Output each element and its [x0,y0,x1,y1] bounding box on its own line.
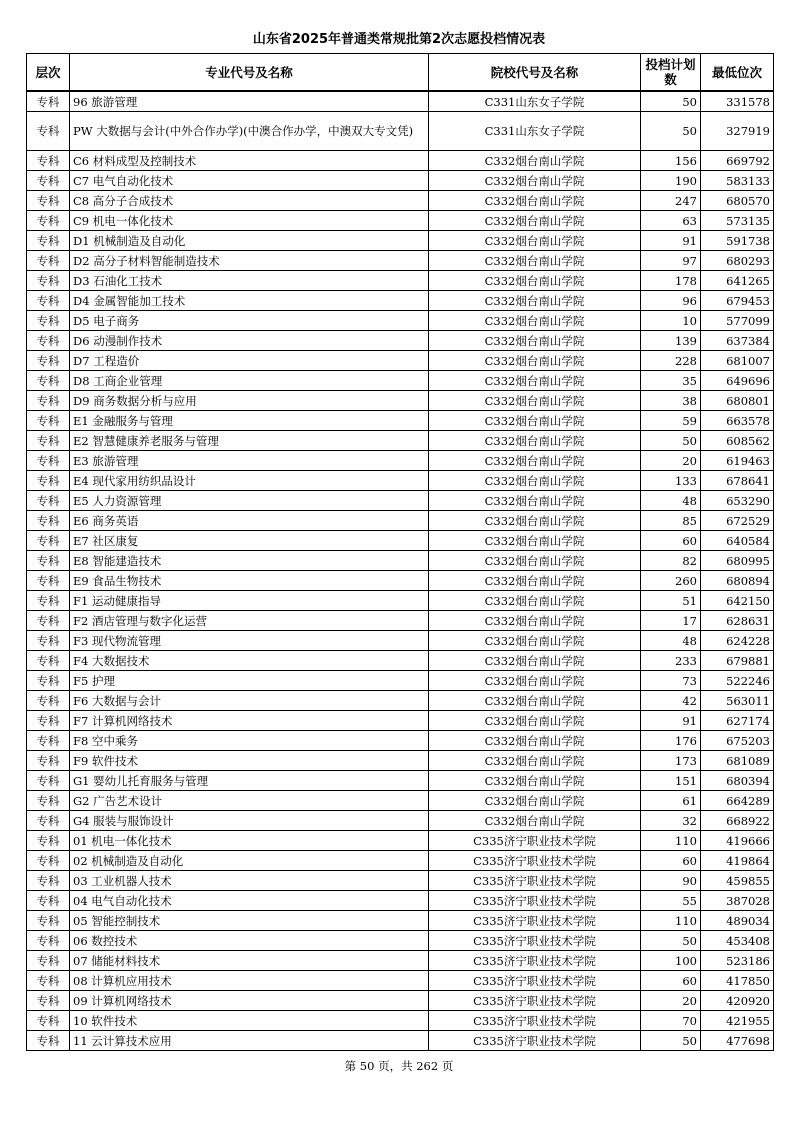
table-row [27,531,774,551]
level-cell: 专科 [27,551,70,571]
min-rank-cell: 675203 [701,731,774,751]
min-rank-cell: 624228 [701,631,774,651]
level-cell: 专科 [27,91,70,112]
level-cell: 专科 [27,191,70,211]
min-rank-cell: 681007 [701,351,774,371]
min-rank-cell: 387028 [701,891,774,911]
school-cell: C332烟台南山学院 [429,591,641,611]
min-rank-cell: 573135 [701,211,774,231]
plan-count-cell: 110 [641,911,701,931]
plan-count-cell: 61 [641,791,701,811]
level-cell: 专科 [27,231,70,251]
school-cell: C332烟台南山学院 [429,671,641,691]
table-row [27,231,774,251]
plan-count-cell: 190 [641,171,701,191]
plan-count-cell: 50 [641,1031,701,1051]
level-cell: 专科 [27,371,70,391]
page-footer: 第 50 页，共 262 页 [344,1059,454,1073]
table-row [27,471,774,491]
level-cell: 专科 [27,671,70,691]
major-cell: 08 计算机应用技术 [70,971,429,991]
school-cell: C335济宁职业技术学院 [429,851,641,871]
table-row [27,591,774,611]
plan-count-cell: 97 [641,251,701,271]
school-cell: C332烟台南山学院 [429,491,641,511]
major-cell: 10 软件技术 [70,1011,429,1031]
school-cell: C332烟台南山学院 [429,311,641,331]
level-cell: 专科 [27,771,70,791]
min-rank-cell: 331578 [701,91,774,112]
school-cell: C335济宁职业技术学院 [429,831,641,851]
min-rank-cell: 653290 [701,491,774,511]
level-cell: 专科 [27,1031,70,1051]
school-cell: C332烟台南山学院 [429,551,641,571]
table-row [27,671,774,691]
plan-count-cell: 96 [641,291,701,311]
level-cell: 专科 [27,271,70,291]
school-cell: C332烟台南山学院 [429,391,641,411]
min-rank-cell: 563011 [701,691,774,711]
major-cell: F2 酒店管理与数字化运营 [70,611,429,631]
level-cell: 专科 [27,531,70,551]
min-rank-cell: 419666 [701,831,774,851]
school-cell: C332烟台南山学院 [429,231,641,251]
major-cell: D9 商务数据分析与应用 [70,391,429,411]
plan-count-cell: 48 [641,491,701,511]
plan-count-cell: 17 [641,611,701,631]
school-cell: C335济宁职业技术学院 [429,891,641,911]
major-cell: D5 电子商务 [70,311,429,331]
school-cell: C332烟台南山学院 [429,471,641,491]
header-school: 院校代号及名称 [429,54,641,92]
major-cell: 02 机械制造及自动化 [70,851,429,871]
school-cell: C332烟台南山学院 [429,611,641,631]
plan-count-cell: 178 [641,271,701,291]
level-cell: 专科 [27,811,70,831]
school-cell: C332烟台南山学院 [429,811,641,831]
level-cell: 专科 [27,511,70,531]
major-cell: E3 旅游管理 [70,451,429,471]
min-rank-cell: 680894 [701,571,774,591]
level-cell: 专科 [27,451,70,471]
school-cell: C332烟台南山学院 [429,431,641,451]
major-cell: F9 软件技术 [70,751,429,771]
major-cell: E4 现代家用纺织品设计 [70,471,429,491]
plan-count-cell: 82 [641,551,701,571]
min-rank-cell: 419864 [701,851,774,871]
school-cell: C335济宁职业技术学院 [429,871,641,891]
min-rank-cell: 522246 [701,671,774,691]
level-cell: 专科 [27,211,70,231]
min-rank-cell: 664289 [701,791,774,811]
min-rank-cell: 649696 [701,371,774,391]
major-cell: D4 金属智能加工技术 [70,291,429,311]
min-rank-cell: 577099 [701,311,774,331]
min-rank-cell: 591738 [701,231,774,251]
major-cell: F4 大数据技术 [70,651,429,671]
level-cell: 专科 [27,411,70,431]
header-plan-count: 投档计划数 [641,54,701,92]
level-cell: 专科 [27,571,70,591]
plan-count-cell: 51 [641,591,701,611]
plan-count-cell: 70 [641,1011,701,1031]
level-cell: 专科 [27,491,70,511]
major-cell: 01 机电一体化技术 [70,831,429,851]
min-rank-cell: 619463 [701,451,774,471]
school-cell: C332烟台南山学院 [429,691,641,711]
level-cell: 专科 [27,431,70,451]
table-row [27,731,774,751]
major-cell: 11 云计算技术应用 [70,1031,429,1051]
school-cell: C332烟台南山学院 [429,511,641,531]
plan-count-cell: 20 [641,451,701,471]
table-row [27,351,774,371]
min-rank-cell: 489034 [701,911,774,931]
admission-table [26,53,774,1051]
table-row [27,511,774,531]
school-cell: C332烟台南山学院 [429,291,641,311]
min-rank-cell: 680293 [701,251,774,271]
plan-count-cell: 173 [641,751,701,771]
min-rank-cell: 679881 [701,651,774,671]
level-cell: 专科 [27,751,70,771]
level-cell: 专科 [27,291,70,311]
major-cell: D8 工商企业管理 [70,371,429,391]
major-cell: 04 电气自动化技术 [70,891,429,911]
table-row [27,491,774,511]
school-cell: C332烟台南山学院 [429,571,641,591]
min-rank-cell: 417850 [701,971,774,991]
min-rank-cell: 627174 [701,711,774,731]
major-cell: E9 食品生物技术 [70,571,429,591]
school-cell: C332烟台南山学院 [429,631,641,651]
table-row [27,651,774,671]
level-cell: 专科 [27,591,70,611]
table-row [27,871,774,891]
table-row [27,311,774,331]
school-cell: C332烟台南山学院 [429,651,641,671]
table-row [27,271,774,291]
major-cell: D7 工程造价 [70,351,429,371]
school-cell: C332烟台南山学院 [429,411,641,431]
major-cell: E7 社区康复 [70,531,429,551]
school-cell: C332烟台南山学院 [429,711,641,731]
major-cell: 05 智能控制技术 [70,911,429,931]
major-cell: D6 动漫制作技术 [70,331,429,351]
plan-count-cell: 233 [641,651,701,671]
major-cell: E6 商务英语 [70,511,429,531]
min-rank-cell: 477698 [701,1031,774,1051]
plan-count-cell: 90 [641,871,701,891]
table-row [27,411,774,431]
table-row [27,751,774,771]
plan-count-cell: 48 [641,631,701,651]
header-level: 层次 [27,54,70,92]
min-rank-cell: 642150 [701,591,774,611]
level-cell: 专科 [27,171,70,191]
plan-count-cell: 91 [641,231,701,251]
plan-count-cell: 60 [641,971,701,991]
plan-count-cell: 151 [641,771,701,791]
min-rank-cell: 420920 [701,991,774,1011]
min-rank-cell: 628631 [701,611,774,631]
plan-count-cell: 35 [641,371,701,391]
min-rank-cell: 680570 [701,191,774,211]
level-cell: 专科 [27,711,70,731]
plan-count-cell: 50 [641,112,701,151]
plan-count-cell: 60 [641,851,701,871]
table-row [27,711,774,731]
major-cell: 96 旅游管理 [70,91,429,112]
level-cell: 专科 [27,331,70,351]
school-cell: C332烟台南山学院 [429,531,641,551]
plan-count-cell: 59 [641,411,701,431]
school-cell: C335济宁职业技术学院 [429,1011,641,1031]
table-row [27,611,774,631]
level-cell: 专科 [27,611,70,631]
table-row [27,371,774,391]
plan-count-cell: 133 [641,471,701,491]
major-cell: F5 护理 [70,671,429,691]
school-cell: C332烟台南山学院 [429,451,641,471]
major-cell: F6 大数据与会计 [70,691,429,711]
level-cell: 专科 [27,791,70,811]
min-rank-cell: 459855 [701,871,774,891]
major-cell: C8 高分子合成技术 [70,191,429,211]
major-cell: F7 计算机网络技术 [70,711,429,731]
min-rank-cell: 637384 [701,331,774,351]
plan-count-cell: 73 [641,671,701,691]
school-cell: C332烟台南山学院 [429,251,641,271]
min-rank-cell: 668922 [701,811,774,831]
school-cell: C332烟台南山学院 [429,271,641,291]
major-cell: C7 电气自动化技术 [70,171,429,191]
plan-count-cell: 32 [641,811,701,831]
plan-count-cell: 50 [641,931,701,951]
plan-count-cell: 42 [641,691,701,711]
table-row [27,991,774,1011]
plan-count-cell: 91 [641,711,701,731]
table-row [27,811,774,831]
plan-count-cell: 60 [641,531,701,551]
min-rank-cell: 583133 [701,171,774,191]
plan-count-cell: 247 [641,191,701,211]
min-rank-cell: 680394 [701,771,774,791]
table-row [27,891,774,911]
plan-count-cell: 38 [641,391,701,411]
major-cell: D3 石油化工技术 [70,271,429,291]
plan-count-cell: 50 [641,431,701,451]
major-cell: F1 运动健康指导 [70,591,429,611]
table-row [27,631,774,651]
major-cell: G1 婴幼儿托育服务与管理 [70,771,429,791]
table-row [27,391,774,411]
min-rank-cell: 669792 [701,151,774,171]
min-rank-cell: 679453 [701,291,774,311]
table-row [27,571,774,591]
school-cell: C335济宁职业技术学院 [429,911,641,931]
level-cell: 专科 [27,631,70,651]
major-cell: D1 机械制造及自动化 [70,231,429,251]
header-major: 专业代号及名称 [70,54,429,92]
major-cell: C6 材料成型及控制技术 [70,151,429,171]
plan-count-cell: 176 [641,731,701,751]
level-cell: 专科 [27,351,70,371]
plan-count-cell: 10 [641,311,701,331]
level-cell: 专科 [27,851,70,871]
plan-count-cell: 110 [641,831,701,851]
table-row [27,211,774,231]
major-cell: E1 金融服务与管理 [70,411,429,431]
level-cell: 专科 [27,891,70,911]
table-row [27,911,774,931]
plan-count-cell: 139 [641,331,701,351]
school-cell: C335济宁职业技术学院 [429,1031,641,1051]
table-row [27,791,774,811]
major-cell: G2 广告艺术设计 [70,791,429,811]
plan-count-cell: 228 [641,351,701,371]
level-cell: 专科 [27,831,70,851]
level-cell: 专科 [27,651,70,671]
table-row [27,191,774,211]
major-cell: C9 机电一体化技术 [70,211,429,231]
major-cell: E5 人力资源管理 [70,491,429,511]
plan-count-cell: 100 [641,951,701,971]
major-cell: 06 数控技术 [70,931,429,951]
table-row [27,291,774,311]
table-row [27,151,774,171]
level-cell: 专科 [27,911,70,931]
school-cell: C332烟台南山学院 [429,731,641,751]
table-row [27,331,774,351]
school-cell: C331山东女子学院 [429,91,641,112]
min-rank-cell: 421955 [701,1011,774,1031]
table-header-row [27,54,774,92]
table-row [27,951,774,971]
school-cell: C335济宁职业技术学院 [429,971,641,991]
table-row [27,831,774,851]
level-cell: 专科 [27,251,70,271]
major-cell: F3 现代物流管理 [70,631,429,651]
school-cell: C332烟台南山学院 [429,371,641,391]
plan-count-cell: 50 [641,91,701,112]
table-row [27,251,774,271]
table-row [27,851,774,871]
level-cell: 专科 [27,391,70,411]
major-cell: E2 智慧健康养老服务与管理 [70,431,429,451]
school-cell: C332烟台南山学院 [429,191,641,211]
table-row [27,971,774,991]
min-rank-cell: 680801 [701,391,774,411]
min-rank-cell: 672529 [701,511,774,531]
table-row [27,551,774,571]
table-row [27,771,774,791]
school-cell: C335济宁职业技术学院 [429,991,641,1011]
school-cell: C335济宁职业技术学院 [429,931,641,951]
school-cell: C332烟台南山学院 [429,771,641,791]
min-rank-cell: 680995 [701,551,774,571]
min-rank-cell: 453408 [701,931,774,951]
level-cell: 专科 [27,991,70,1011]
level-cell: 专科 [27,112,70,151]
level-cell: 专科 [27,311,70,331]
min-rank-cell: 608562 [701,431,774,451]
level-cell: 专科 [27,931,70,951]
level-cell: 专科 [27,471,70,491]
table-row [27,171,774,191]
school-cell: C335济宁职业技术学院 [429,951,641,971]
major-cell: F8 空中乘务 [70,731,429,751]
level-cell: 专科 [27,951,70,971]
plan-count-cell: 20 [641,991,701,1011]
table-row [27,1031,774,1051]
plan-count-cell: 55 [641,891,701,911]
level-cell: 专科 [27,731,70,751]
school-cell: C332烟台南山学院 [429,331,641,351]
table-body [27,91,774,1051]
school-cell: C332烟台南山学院 [429,791,641,811]
header-min-rank: 最低位次 [701,54,774,92]
major-cell: PW 大数据与会计(中外合作办学)(中澳合作办学，中澳双大专文凭) [70,112,429,151]
table-row [27,1011,774,1031]
table-row [27,112,774,151]
min-rank-cell: 681089 [701,751,774,771]
plan-count-cell: 260 [641,571,701,591]
plan-count-cell: 85 [641,511,701,531]
plan-count-cell: 63 [641,211,701,231]
school-cell: C332烟台南山学院 [429,351,641,371]
school-cell: C332烟台南山学院 [429,151,641,171]
level-cell: 专科 [27,871,70,891]
major-cell: G4 服装与服饰设计 [70,811,429,831]
major-cell: D2 高分子材料智能制造技术 [70,251,429,271]
major-cell: E8 智能建造技术 [70,551,429,571]
min-rank-cell: 641265 [701,271,774,291]
school-cell: C332烟台南山学院 [429,171,641,191]
level-cell: 专科 [27,151,70,171]
major-cell: 07 储能材料技术 [70,951,429,971]
min-rank-cell: 640584 [701,531,774,551]
level-cell: 专科 [27,691,70,711]
major-cell: 03 工业机器人技术 [70,871,429,891]
min-rank-cell: 678641 [701,471,774,491]
min-rank-cell: 327919 [701,112,774,151]
table-row [27,431,774,451]
table-row [27,931,774,951]
school-cell: C332烟台南山学院 [429,751,641,771]
table-row [27,691,774,711]
level-cell: 专科 [27,1011,70,1031]
table-row [27,451,774,471]
min-rank-cell: 663578 [701,411,774,431]
table-row [27,91,774,112]
plan-count-cell: 156 [641,151,701,171]
min-rank-cell: 523186 [701,951,774,971]
level-cell: 专科 [27,971,70,991]
major-cell: 09 计算机网络技术 [70,991,429,1011]
school-cell: C331山东女子学院 [429,112,641,151]
page-title: 山东省2025年普通类常规批第2次志愿投档情况表 [252,32,546,47]
school-cell: C332烟台南山学院 [429,211,641,231]
